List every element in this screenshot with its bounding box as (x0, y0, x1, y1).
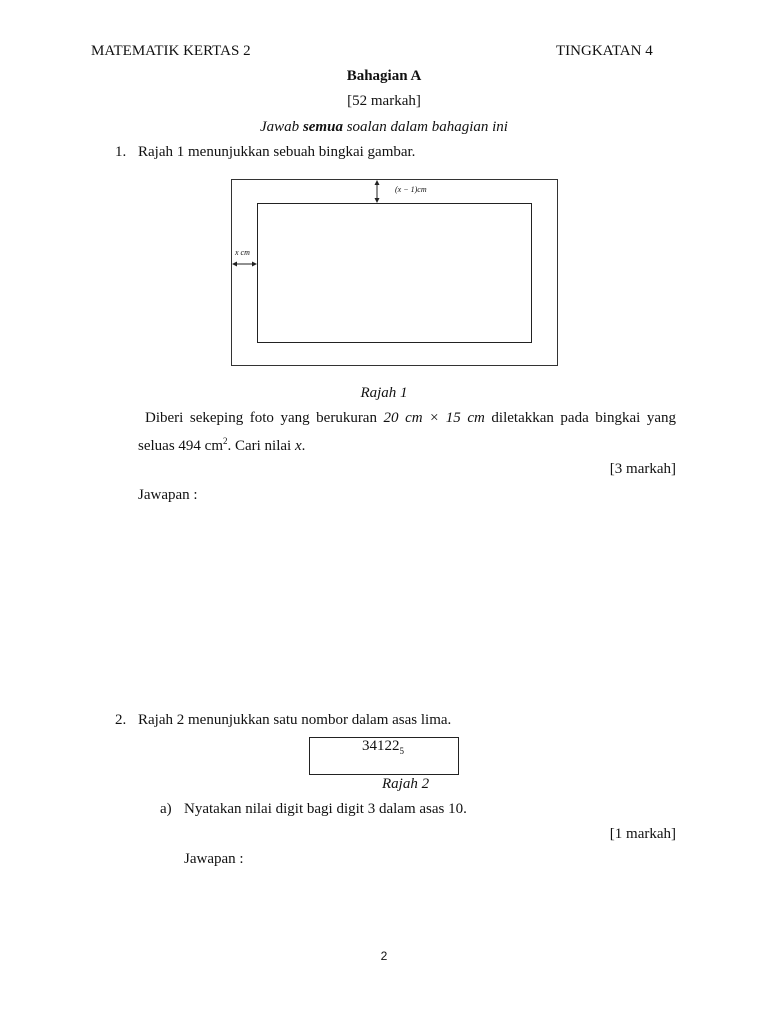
diagram2-caption: Rajah 2 (382, 776, 430, 792)
section-instruction: Jawab semua soalan dalam bahagian ini (260, 119, 508, 135)
q2a-answer-label: Jawapan : (184, 851, 244, 867)
section-marks: [52 markah] (347, 93, 421, 109)
q1-answer-label: Jawapan : (138, 487, 198, 503)
q1-body-line1: Diberi sekeping foto yang berukuran 20 cm × 15 cm diletakkan pada bingkai yang (145, 410, 676, 426)
q2-number: 2. (115, 712, 127, 728)
page-number: 2 (380, 949, 388, 963)
q2a-text: Nyatakan nilai digit bagi digit 3 dalam asas 10. (184, 801, 467, 817)
left-gap-label: x cm (235, 248, 250, 257)
q1-marks: [3 markah] (609, 461, 676, 477)
q2a-label: a) (160, 801, 172, 817)
header-form: TINGKATAN 4 (556, 43, 653, 59)
base-five-number: $34122_5$ (362, 738, 404, 756)
diagram1-caption: Rajah 1 (360, 385, 408, 401)
section-title: Bahagian A (346, 68, 422, 84)
q2-text: Rajah 2 menunjukkan satu nombor dalam asas lima. (138, 712, 452, 728)
header-subject: MATEMATIK KERTAS 2 (91, 43, 251, 59)
top-gap-label: (x − 1)cm (395, 185, 427, 194)
q1-number: 1. (115, 144, 127, 160)
q1-text: Rajah 1 menunjukkan sebuah bingkai gambar. (138, 144, 416, 160)
frame-dimension-arrows (0, 0, 768, 420)
q1-body-line2: seluas 494 $cm^2$. Cari nilai x. (138, 436, 306, 454)
q2a-marks: [1 markah] (609, 826, 676, 842)
